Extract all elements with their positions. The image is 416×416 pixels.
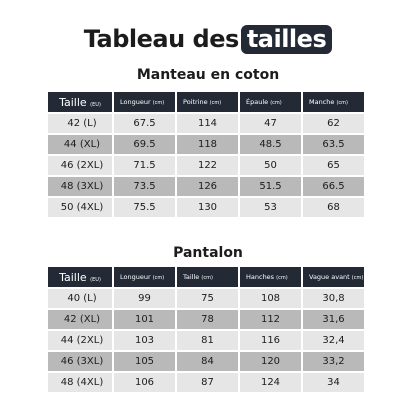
- title-highlight: tailles: [241, 25, 332, 54]
- column-header-unit: (cm): [336, 100, 349, 106]
- column-header: [240, 92, 301, 112]
- column-header-label: Longueur: [120, 98, 151, 106]
- table-cell: 42 (XL): [48, 310, 112, 329]
- table-cell: 48.5: [240, 135, 301, 154]
- table-cell: 75: [177, 289, 238, 308]
- table-cell: 116: [240, 331, 301, 350]
- table-row: [48, 352, 364, 371]
- table-cell: 63.5: [303, 135, 364, 154]
- table-cell: 99: [114, 289, 175, 308]
- title-text: Tableau des: [83, 25, 239, 53]
- table-row: [48, 177, 364, 196]
- column-header-label: Taille: [59, 270, 87, 284]
- table-cell: 62: [303, 114, 364, 133]
- coat-size-table: [46, 90, 366, 219]
- table-cell: 112: [240, 310, 301, 329]
- column-header-label: Manche: [309, 98, 335, 106]
- table-header-row: [48, 92, 364, 112]
- table-cell: 87: [177, 373, 238, 392]
- table-row: [48, 373, 364, 392]
- table-cell: 44 (2XL): [48, 331, 112, 350]
- table-cell: 78: [177, 310, 238, 329]
- column-header-unit: (cm): [152, 100, 165, 106]
- table-cell: 108: [240, 289, 301, 308]
- column-header-unit: (cm): [152, 275, 165, 281]
- table-cell: 124: [240, 373, 301, 392]
- table-row: [48, 156, 364, 175]
- table-cell: 68: [303, 198, 364, 217]
- table-cell: 66.5: [303, 177, 364, 196]
- table-cell: 118: [177, 135, 238, 154]
- column-header: [177, 92, 238, 112]
- column-header-label: Taille: [183, 273, 200, 281]
- table-row: [48, 198, 364, 217]
- table-cell: 122: [177, 156, 238, 175]
- column-header: [48, 92, 112, 112]
- column-header-label: Hanches: [246, 273, 275, 281]
- table-cell: 46 (2XL): [48, 156, 112, 175]
- column-header-unit: (cm): [209, 100, 222, 106]
- table-cell: 50: [240, 156, 301, 175]
- table-cell: 33,2: [303, 352, 364, 371]
- table-cell: 65: [303, 156, 364, 175]
- table-cell: 84: [177, 352, 238, 371]
- column-header-unit: (cm): [276, 275, 288, 281]
- table-cell: 103: [114, 331, 175, 350]
- table-cell: 130: [177, 198, 238, 217]
- pants-table-heading: Pantalon: [173, 245, 243, 261]
- table-cell: 71.5: [114, 156, 175, 175]
- table-header-row: [48, 267, 364, 287]
- table-cell: 34: [303, 373, 364, 392]
- table-cell: 126: [177, 177, 238, 196]
- table-row: [48, 289, 364, 308]
- table-cell: 101: [114, 310, 175, 329]
- column-header-label: Vague avant: [309, 273, 350, 281]
- column-header-label: Poitrine: [183, 98, 208, 106]
- table-row: [48, 114, 364, 133]
- table-cell: 73.5: [114, 177, 175, 196]
- column-header: [303, 92, 364, 112]
- table-cell: 81: [177, 331, 238, 350]
- table-cell: 51.5: [240, 177, 301, 196]
- table-row: [48, 331, 364, 350]
- table-cell: 30,8: [303, 289, 364, 308]
- column-header-unit: (cm): [351, 275, 364, 281]
- table-cell: 31,6: [303, 310, 364, 329]
- column-header-unit: (cm): [201, 275, 213, 281]
- table-cell: 67.5: [114, 114, 175, 133]
- table-cell: 105: [114, 352, 175, 371]
- table-cell: 50 (4XL): [48, 198, 112, 217]
- table-cell: 48 (4XL): [48, 373, 112, 392]
- table-cell: 40 (L): [48, 289, 112, 308]
- column-header: [114, 92, 175, 112]
- table-row: [48, 310, 364, 329]
- table-cell: 46 (3XL): [48, 352, 112, 371]
- table-cell: 120: [240, 352, 301, 371]
- table-cell: 47: [240, 114, 301, 133]
- table-cell: 44 (XL): [48, 135, 112, 154]
- table-cell: 32,4: [303, 331, 364, 350]
- column-header-unit: (EU): [90, 101, 101, 108]
- column-header-unit: (cm): [270, 100, 282, 106]
- column-header: [177, 267, 238, 287]
- table-cell: 106: [114, 373, 175, 392]
- column-header-label: Épaule: [246, 98, 269, 106]
- column-header-unit: (EU): [90, 276, 101, 283]
- column-header: [114, 267, 175, 287]
- table-cell: 42 (L): [48, 114, 112, 133]
- column-header: [240, 267, 301, 287]
- table-cell: 114: [177, 114, 238, 133]
- column-header: [48, 267, 112, 287]
- column-header: [303, 267, 364, 287]
- page-title: [0, 24, 416, 54]
- table-cell: 48 (3XL): [48, 177, 112, 196]
- table-cell: 69.5: [114, 135, 175, 154]
- table-row: [48, 135, 364, 154]
- column-header-label: Taille: [59, 95, 87, 109]
- table-cell: 75.5: [114, 198, 175, 217]
- coat-table-heading: Manteau en coton: [136, 67, 280, 83]
- column-header-label: Longueur: [120, 273, 151, 281]
- pants-size-table: [46, 265, 366, 394]
- table-cell: 53: [240, 198, 301, 217]
